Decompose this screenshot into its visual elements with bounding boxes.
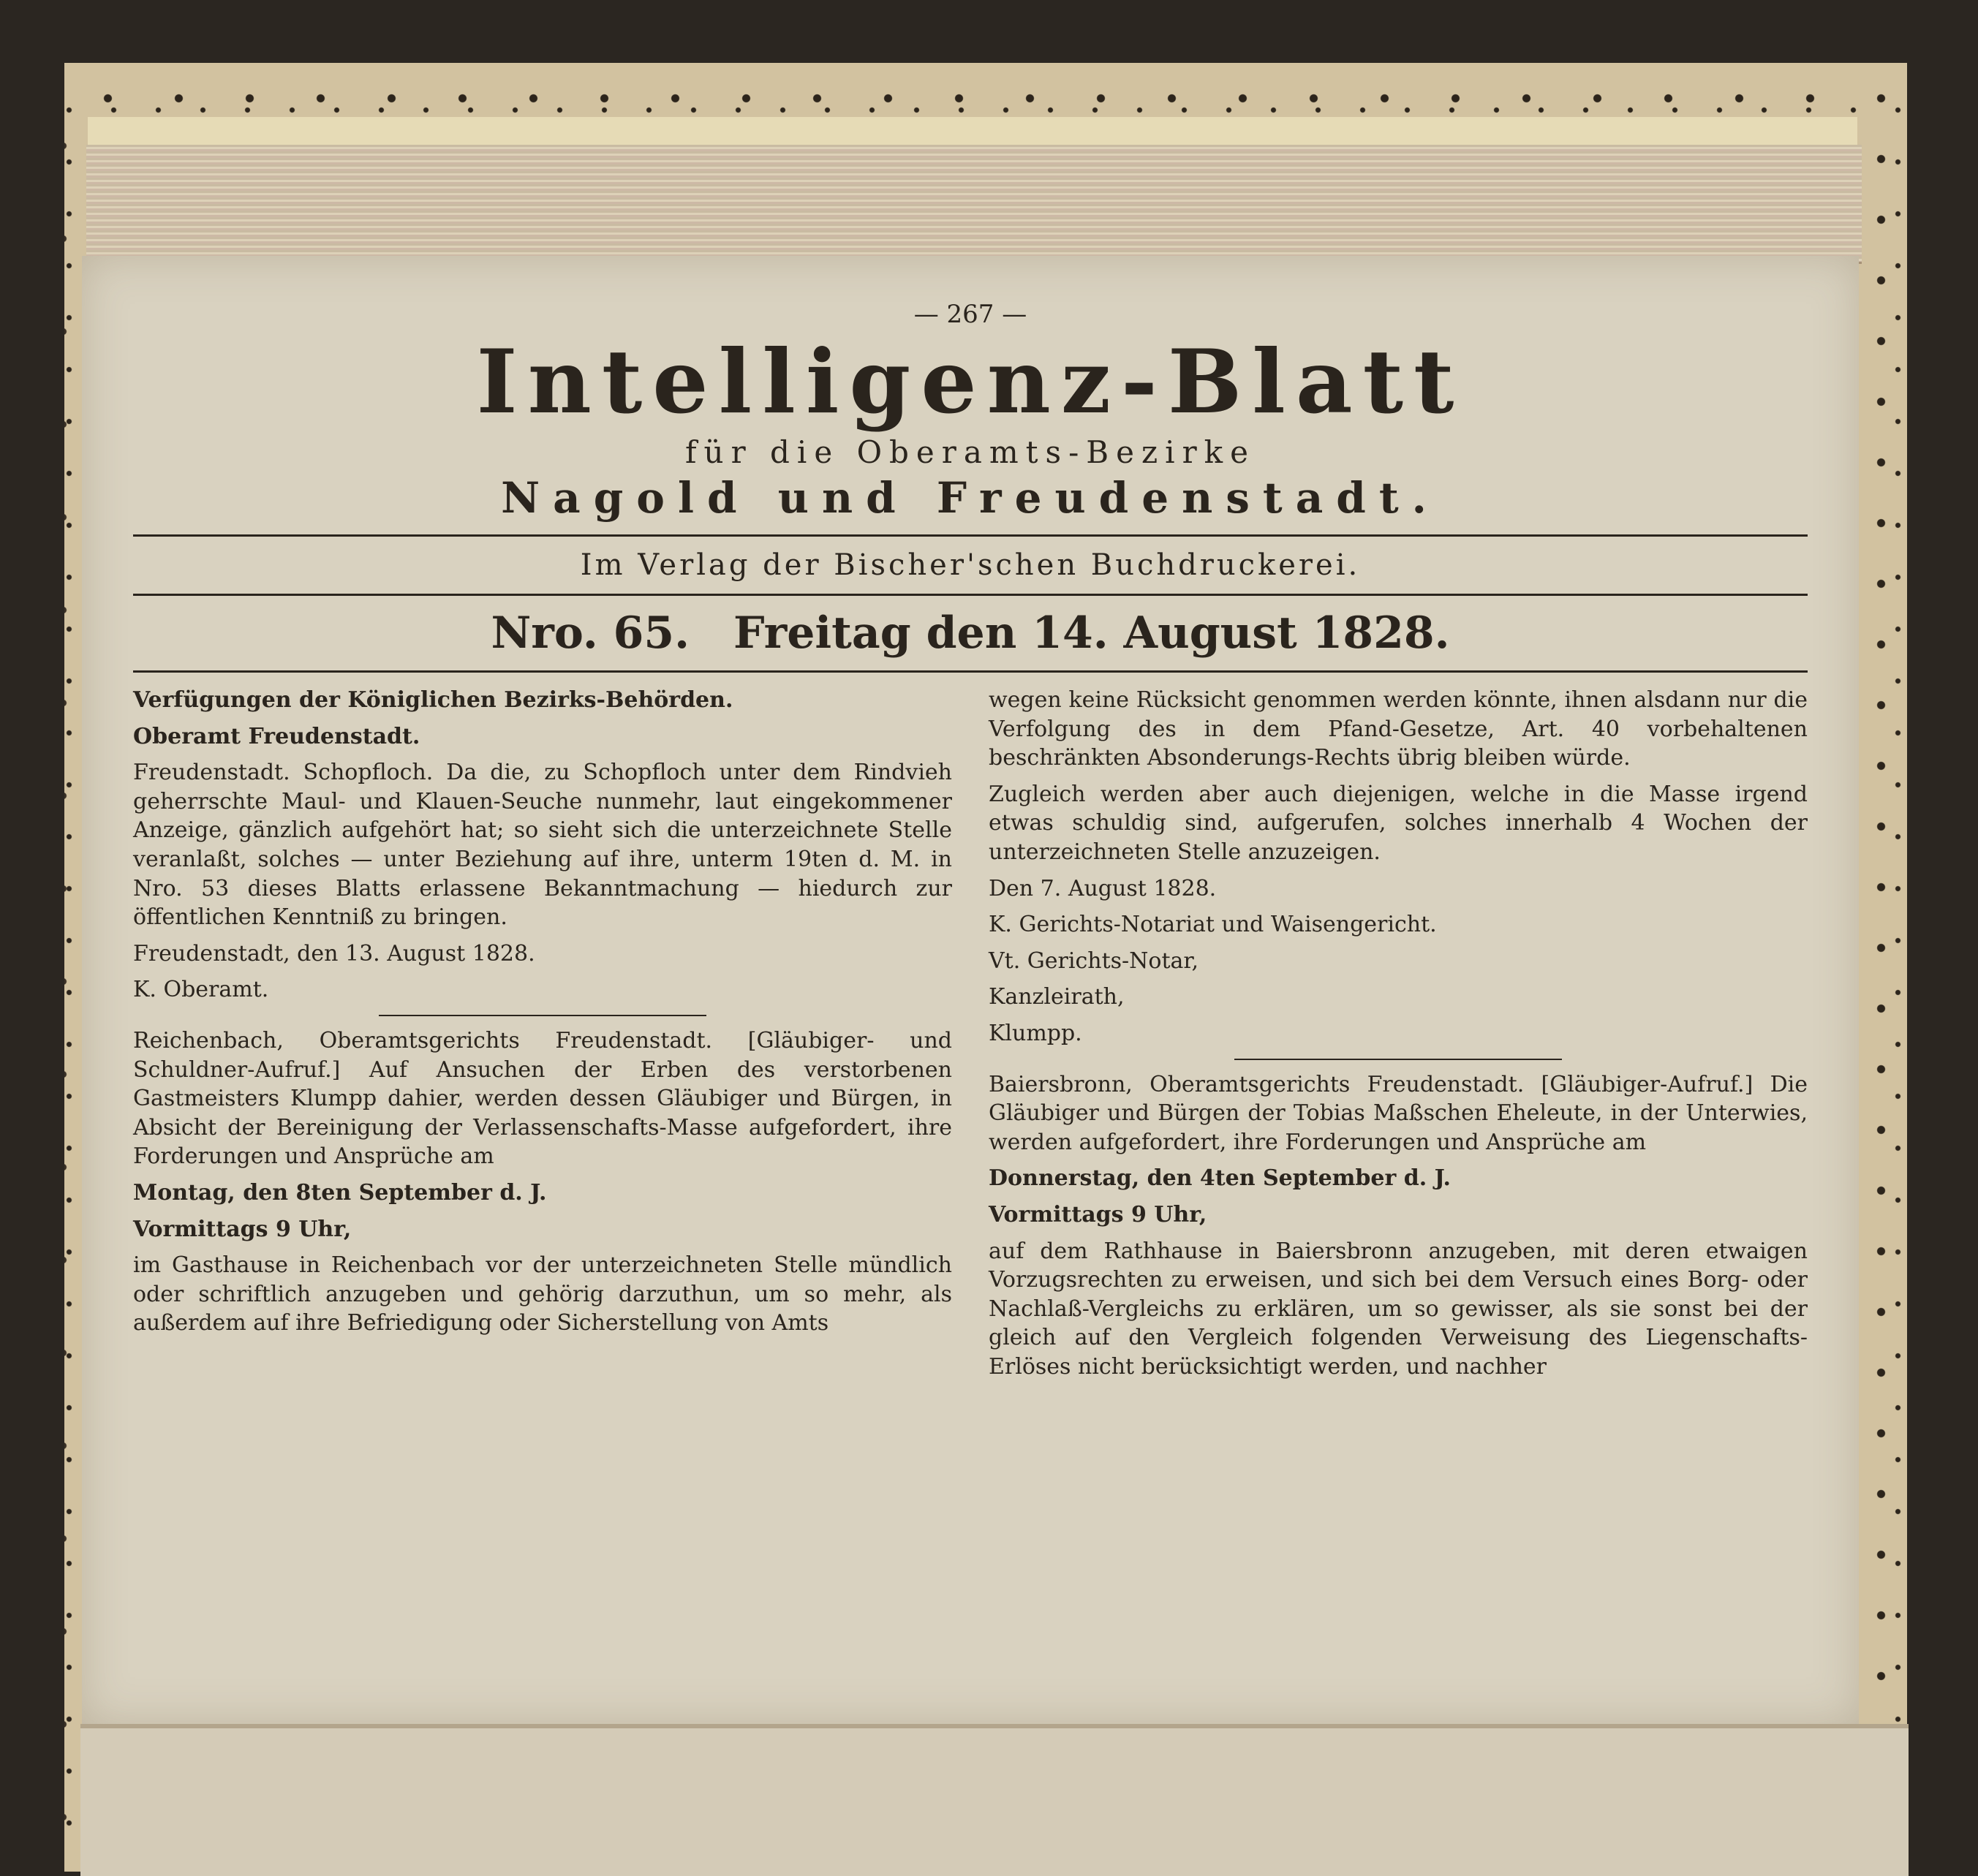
page-block-edge: [86, 145, 1862, 264]
page-number: — 267 —: [913, 300, 1027, 329]
issue-date: Freitag den 14. August 1828.: [733, 608, 1450, 659]
issue-number: Nro. 65.: [491, 608, 690, 659]
right-column: [989, 686, 1808, 1388]
rule-middle: [133, 594, 1808, 596]
masthead-title: Intelligenz-Blatt: [476, 330, 1465, 434]
notice-schopfloch-date: Freudenstadt, den 13. August 1828.: [133, 940, 535, 967]
notary-label: Vt. Gerichts-Notar,: [989, 948, 1198, 974]
section-heading: Verfügungen der Königlichen Bezirks-Behörden.: [133, 687, 733, 713]
divider: [379, 1015, 706, 1016]
notice-baiersbronn-day: Donnerstag, den 4ten September d. J.: [989, 1165, 1451, 1192]
notice-cont2: Zugleich werden aber auch diejenigen, welche in die Masse irgend etwas schuldig sind, aufgerufen, solches innerhalb 4 Wochen der unterzeichneten Stelle anzuzeigen.: [989, 781, 1808, 865]
notice-cont: wegen keine Rücksicht genommen werden könnte, ihnen alsdann nur die Verfolgung des in dem Pfand-Gesetze, Art. 40 vorbehaltenen beschränkten Absonderungs-Rechts übrig bleiben würde.: [989, 687, 1808, 771]
notice-baiersbronn-cont: auf dem Rathhause in Baiersbronn anzugeben, mit deren etwaigen Vorzugsrechten zu erweisen, und sich bei dem Versuch eines Borg- oder Nachlaß-Vergleichs zu erklären, um so gewisser, als sie sonst bei der gleich auf den Vergleich folgenden Verweisung des Liegenschafts-Erlöses nicht berücksichtigt werden, und nachher: [989, 1238, 1808, 1380]
notary-title: Kanzleirath,: [989, 984, 1125, 1010]
notice-baiersbronn-time: Vormittags 9 Uhr,: [989, 1201, 1207, 1228]
notice-schopfloch-signature: K. Oberamt.: [133, 977, 269, 1003]
book-spine: [88, 117, 1857, 148]
office-heading: Oberamt Freudenstadt.: [133, 723, 420, 749]
subtitle-districts: für die Oberamts-Bezirke: [685, 434, 1256, 470]
notice-schopfloch: Freudenstadt. Schopfloch. Da die, zu Schopfloch unter dem Rindvieh geherrschte Maul- und Klauen-Seuche nunmehr, laut eingekommener Anzeige, gänzlich aufgehört hat; so sieht sich die unterzeichnete Stelle veranlaßt, solches — unter Beziehung auf ihre, unterm 19ten d. M. in Nro. 53 dieses Blatts erlassene Bekanntmachung — hiedurch zur öffentlichen Kenntniß zu bringen.: [133, 760, 952, 931]
notice-reichenbach-cont: im Gasthause in Reichenbach vor der unterzeichneten Stelle mündlich oder schriftlich anzugeben und gehörig darzuthun, um so mehr, als außerdem auf ihre Befriedigung oder Sicherstellung von Amts: [133, 1252, 952, 1336]
divider: [1234, 1059, 1562, 1060]
rule-top: [133, 534, 1808, 537]
notice-cont-date: Den 7. August 1828.: [989, 875, 1217, 901]
left-column: [133, 686, 952, 1388]
lower-page-edge: [80, 1724, 1909, 1876]
newspaper-page: [82, 256, 1859, 1725]
notice-reichenbach-day: Montag, den 8ten September d. J.: [133, 1179, 547, 1206]
notice-baiersbronn: Baiersbronn, Oberamtsgerichts Freudenstadt. [Gläubiger-Aufruf.] Die Gläubiger und Bürgen der Tobias Maßschen Eheleute, in der Unterwies, werden aufgefordert, ihre Forderungen und Ansprüche am: [989, 1071, 1808, 1155]
issue-row: [133, 608, 1808, 659]
page-content: [133, 300, 1808, 1682]
text-columns: [133, 686, 1808, 1388]
notary-name: Klumpp.: [989, 1020, 1082, 1046]
subtitle-towns: Nagold und Freudenstadt.: [501, 473, 1440, 523]
rule-bottom: [133, 670, 1808, 673]
notice-reichenbach: Reichenbach, Oberamtsgerichts Freudenstadt. [Gläubiger- und Schuldner-Aufruf.] Auf Ansuchen der Erben des verstorbenen Gastmeisters Klumpp dahier, werden dessen Gläubiger und Bürgen, in Absicht der Bereinigung der Verlassenschafts-Masse aufgefordert, ihre Forderungen und Ansprüche am: [133, 1027, 952, 1170]
notice-reichenbach-time: Vormittags 9 Uhr,: [133, 1216, 352, 1242]
notice-cont-signature: K. Gerichts-Notariat und Waisengericht.: [989, 912, 1437, 938]
publisher-line: Im Verlag der Bischer'schen Buchdruckerei.: [580, 548, 1361, 582]
